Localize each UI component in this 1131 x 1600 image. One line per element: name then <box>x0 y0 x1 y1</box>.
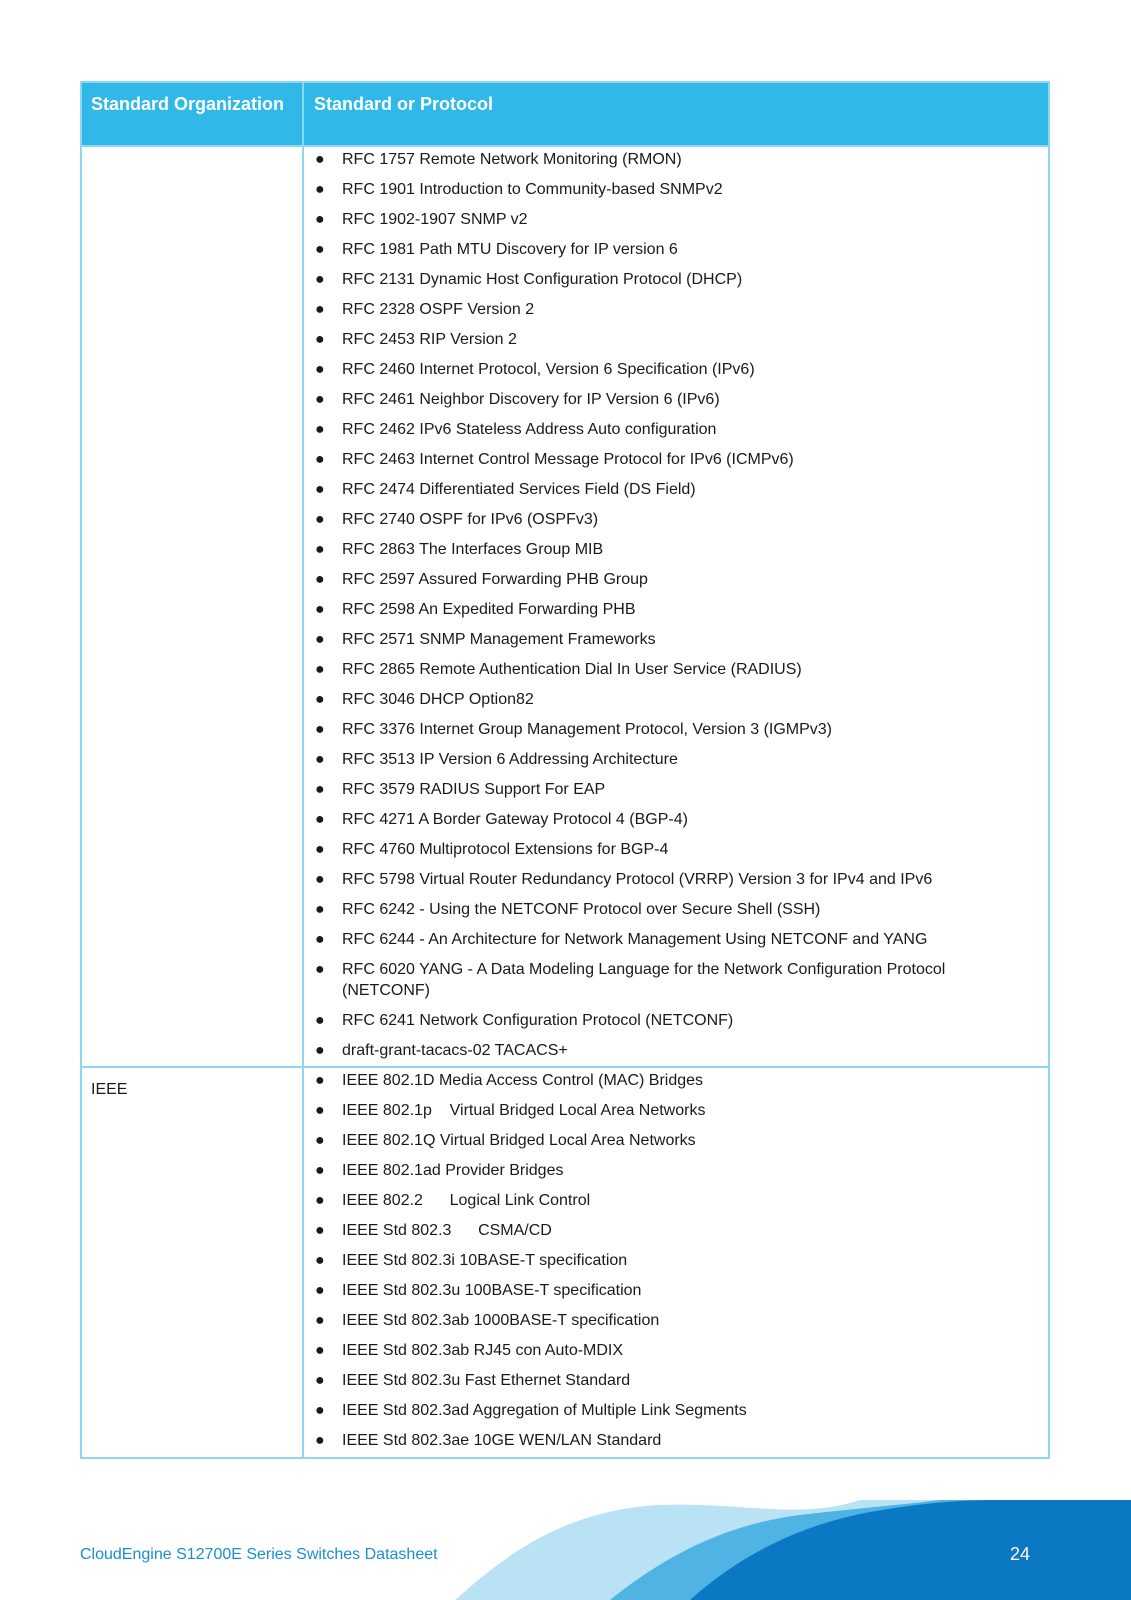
bullet-icon: ● <box>315 241 325 258</box>
list-item <box>304 1131 1048 1152</box>
organization-cell: IEEE <box>91 1081 128 1098</box>
list-item <box>304 450 1048 471</box>
bullet-icon: ● <box>315 271 325 288</box>
list-item <box>304 150 1048 171</box>
list-item <box>304 1401 1048 1422</box>
list-item-text: RFC 2571 SNMP Management Frameworks <box>342 631 656 648</box>
table-row <box>82 145 1048 1066</box>
list-item-text: RFC 2453 RIP Version 2 <box>342 331 517 348</box>
list-item-text: RFC 3376 Internet Group Management Protocol, Version 3 (IGMPv3) <box>342 721 833 738</box>
list-item <box>304 300 1048 321</box>
bullet-icon: ● <box>315 1011 325 1029</box>
list-item <box>304 1161 1048 1182</box>
bullet-icon: ● <box>315 871 325 888</box>
bullet-icon: ● <box>315 1192 325 1209</box>
bullet-icon: ● <box>315 1041 325 1059</box>
bullet-icon: ● <box>315 931 325 948</box>
bullet-icon: ● <box>315 781 325 798</box>
list-item-text: RFC 2461 Neighbor Discovery for IP Version 6 (IPv6) <box>342 391 720 408</box>
list-item-text: RFC 6020 YANG - A Data Modeling Language for the Network Configuration Protocol (NETCONF) <box>342 961 950 999</box>
list-item <box>304 240 1048 261</box>
bullet-icon: ● <box>315 1432 325 1449</box>
list-item-text: IEEE 802.1Q Virtual Bridged Local Area Networks <box>342 1132 696 1149</box>
list-item <box>304 1281 1048 1302</box>
list-item <box>304 270 1048 291</box>
list-item-text: RFC 4760 Multiprotocol Extensions for BGP-4 <box>342 841 669 858</box>
bullet-icon: ● <box>315 1402 325 1419</box>
list-item <box>304 540 1048 561</box>
list-item <box>304 360 1048 381</box>
bullet-icon: ● <box>315 1072 325 1089</box>
list-item-text: IEEE Std 802.3u Fast Ethernet Standard <box>342 1372 631 1389</box>
bullet-icon: ● <box>315 1372 325 1389</box>
bullet-icon: ● <box>315 511 325 528</box>
list-item-text: IEEE 802.1ad Provider Bridges <box>342 1162 564 1179</box>
bullet-icon: ● <box>315 601 325 618</box>
bullet-icon: ● <box>315 481 325 498</box>
list-item-text: RFC 2865 Remote Authentication Dial In User Service (RADIUS) <box>342 661 802 678</box>
list-item-text: RFC 2460 Internet Protocol, Version 6 Specification (IPv6) <box>342 361 755 378</box>
bullet-icon: ● <box>315 631 325 648</box>
list-item-text: RFC 2863 The Interfaces Group MIB <box>342 541 604 558</box>
list-item-text: IEEE Std 802.3ab RJ45 con Auto-MDIX <box>342 1342 624 1359</box>
list-item <box>304 660 1048 681</box>
bullet-icon: ● <box>315 841 325 858</box>
standards-table <box>80 81 1050 1459</box>
list-item <box>304 330 1048 351</box>
protocol-cell <box>302 1068 1048 1457</box>
list-item-text: IEEE 802.1p Virtual Bridged Local Area Networks <box>342 1102 706 1119</box>
table-body <box>82 145 1048 1457</box>
bullet-icon: ● <box>315 661 325 678</box>
header-standard-organization: Standard Organization <box>91 94 285 114</box>
protocol-list <box>304 150 1048 1061</box>
list-item <box>304 630 1048 651</box>
bullet-icon: ● <box>315 151 325 168</box>
list-item <box>304 420 1048 441</box>
list-item-text: RFC 3579 RADIUS Support For EAP <box>342 781 606 798</box>
list-item-text: RFC 3513 IP Version 6 Addressing Architecture <box>342 751 678 768</box>
bullet-icon: ● <box>315 1132 325 1149</box>
list-item <box>304 810 1048 831</box>
list-item-text: RFC 3046 DHCP Option82 <box>342 691 534 708</box>
bullet-icon: ● <box>315 1252 325 1269</box>
list-item <box>304 1311 1048 1332</box>
list-item <box>304 180 1048 201</box>
list-item-text: IEEE Std 802.3i 10BASE-T specification <box>342 1252 628 1269</box>
bullet-icon: ● <box>315 451 325 468</box>
list-item <box>304 1011 1048 1032</box>
list-item-text: RFC 1981 Path MTU Discovery for IP version 6 <box>342 241 678 258</box>
list-item <box>304 780 1048 801</box>
list-item-text: RFC 2598 An Expedited Forwarding PHB <box>342 601 636 618</box>
bullet-icon: ● <box>315 181 325 198</box>
list-item-text: RFC 1757 Remote Network Monitoring (RMON) <box>342 151 682 168</box>
bullet-icon: ● <box>315 571 325 588</box>
list-item <box>304 1041 1048 1062</box>
list-item <box>304 1371 1048 1392</box>
list-item <box>304 750 1048 771</box>
list-item <box>304 1221 1048 1242</box>
list-item-text: RFC 6241 Network Configuration Protocol (NETCONF) <box>342 1011 734 1029</box>
list-item <box>304 1101 1048 1122</box>
list-item-text: RFC 2131 Dynamic Host Configuration Protocol (DHCP) <box>342 271 743 288</box>
organization-cell <box>82 147 302 1066</box>
list-item <box>304 720 1048 741</box>
list-item-text: draft-grant-tacacs-02 TACACS+ <box>342 1041 568 1059</box>
bullet-icon: ● <box>315 1162 325 1179</box>
list-item <box>304 480 1048 501</box>
list-item-text: IEEE Std 802.3ab 1000BASE-T specification <box>342 1312 660 1329</box>
list-item <box>304 960 1048 1001</box>
list-item-text: RFC 6242 - Using the NETCONF Protocol over Secure Shell (SSH) <box>342 901 821 918</box>
list-item-text: RFC 6244 - An Architecture for Network Management Using NETCONF and YANG <box>342 931 928 948</box>
bullet-icon: ● <box>315 1282 325 1299</box>
list-item-text: RFC 2597 Assured Forwarding PHB Group <box>342 571 648 588</box>
list-item-text: IEEE 802.2 Logical Link Control <box>342 1192 591 1209</box>
list-item-text: RFC 2328 OSPF Version 2 <box>342 301 535 318</box>
list-item <box>304 690 1048 711</box>
list-item <box>304 1251 1048 1272</box>
protocol-list <box>304 1071 1048 1452</box>
bullet-icon: ● <box>315 691 325 708</box>
list-item-text: IEEE Std 802.3 CSMA/CD <box>342 1222 552 1239</box>
list-item <box>304 510 1048 531</box>
list-item-text: IEEE Std 802.3ae 10GE WEN/LAN Standard <box>342 1432 662 1449</box>
bullet-icon: ● <box>315 961 325 978</box>
list-item <box>304 570 1048 591</box>
bullet-icon: ● <box>315 331 325 348</box>
list-item <box>304 1071 1048 1092</box>
bullet-icon: ● <box>315 751 325 768</box>
table-header <box>82 83 1048 145</box>
bullet-icon: ● <box>315 301 325 318</box>
list-item-text: IEEE Std 802.3ad Aggregation of Multiple Link Segments <box>342 1402 747 1419</box>
page-number: 24 <box>1010 1544 1031 1564</box>
list-item-text: IEEE 802.1D Media Access Control (MAC) Bridges <box>342 1072 704 1089</box>
bullet-icon: ● <box>315 1312 325 1329</box>
bullet-icon: ● <box>315 541 325 558</box>
list-item <box>304 1341 1048 1362</box>
list-item <box>304 840 1048 861</box>
bullet-icon: ● <box>315 1222 325 1239</box>
list-item-text: RFC 2740 OSPF for IPv6 (OSPFv3) <box>342 511 599 528</box>
bullet-icon: ● <box>315 211 325 228</box>
bullet-icon: ● <box>315 721 325 738</box>
list-item-text: RFC 1901 Introduction to Community-based SNMPv2 <box>342 181 723 198</box>
bullet-icon: ● <box>315 391 325 408</box>
list-item-text: RFC 2474 Differentiated Services Field (DS Field) <box>342 481 696 498</box>
list-item-text: RFC 5798 Virtual Router Redundancy Protocol (VRRP) Version 3 for IPv4 and IPv6 <box>342 871 933 888</box>
list-item <box>304 870 1048 891</box>
list-item-text: RFC 2463 Internet Control Message Protocol for IPv6 (ICMPv6) <box>342 451 794 468</box>
list-item <box>304 210 1048 231</box>
header-standard-or-protocol: Standard or Protocol <box>302 83 1048 145</box>
list-item-text: IEEE Std 802.3u 100BASE-T specification <box>342 1282 642 1299</box>
list-item <box>304 930 1048 951</box>
list-item <box>304 1191 1048 1212</box>
bullet-icon: ● <box>315 1102 325 1119</box>
footer-document-title: CloudEngine S12700E Series Switches Datasheet <box>80 1546 438 1563</box>
list-item-text: RFC 1902-1907 SNMP v2 <box>342 211 528 228</box>
list-item <box>304 1431 1048 1452</box>
protocol-cell <box>302 147 1048 1066</box>
bullet-icon: ● <box>315 811 325 828</box>
bullet-icon: ● <box>315 421 325 438</box>
bullet-icon: ● <box>315 901 325 918</box>
bullet-icon: ● <box>315 1342 325 1359</box>
list-item-text: RFC 4271 A Border Gateway Protocol 4 (BGP-4) <box>342 811 688 828</box>
list-item <box>304 900 1048 921</box>
list-item <box>304 390 1048 411</box>
list-item <box>304 600 1048 621</box>
bullet-icon: ● <box>315 361 325 378</box>
table-row <box>82 1066 1048 1457</box>
list-item-text: RFC 2462 IPv6 Stateless Address Auto configuration <box>342 421 717 438</box>
